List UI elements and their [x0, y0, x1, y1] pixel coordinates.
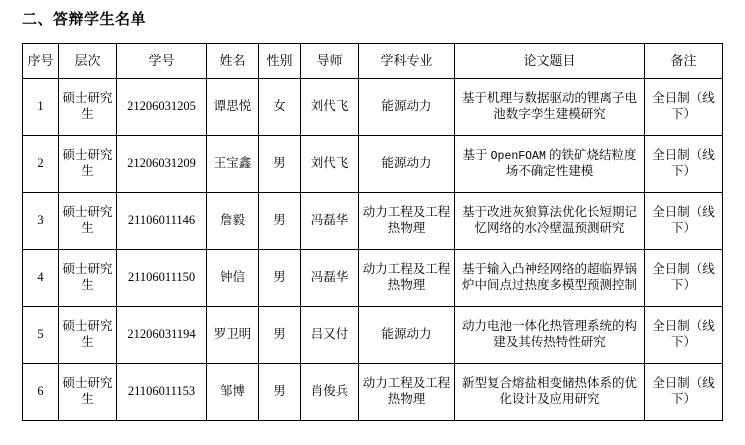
cell-name: 邹博: [207, 364, 259, 421]
column-header-thesis-title: 论文题目: [455, 44, 645, 79]
thesis-text-post: 的铁矿烧结粒度场不确定性建模: [505, 148, 637, 179]
cell-name: 詹毅: [207, 193, 259, 250]
cell-gender: 男: [259, 250, 301, 307]
cell-supervisor: 肖俊兵: [301, 364, 359, 421]
cell-supervisor: 冯磊华: [301, 250, 359, 307]
cell-supervisor: 刘代飞: [301, 79, 359, 136]
cell-thesis-title: 动力电池一体化热管理系统的构建及其传热特性研究: [455, 307, 645, 364]
table-body: [23, 79, 723, 421]
cell-student-id: 21106011146: [117, 193, 207, 250]
section-title: 二、答辩学生名单: [22, 11, 147, 28]
cell-name: 谭思悦: [207, 79, 259, 136]
cell-seq: 4: [23, 250, 59, 307]
cell-seq: 1: [23, 79, 59, 136]
thesis-text-pre: 基于: [462, 148, 491, 162]
cell-remark: 全日制（线下）: [645, 79, 723, 136]
cell-supervisor: 冯磊华: [301, 193, 359, 250]
cell-seq: 2: [23, 136, 59, 193]
column-header-student-id: 学号: [117, 44, 207, 79]
cell-seq: 5: [23, 307, 59, 364]
table-header-row: [23, 44, 723, 79]
cell-level: 硕士研究生: [59, 307, 117, 364]
cell-gender: 男: [259, 307, 301, 364]
cell-remark: 全日制（线下）: [645, 136, 723, 193]
thesis-text-software: OpenFOAM: [490, 150, 546, 163]
cell-level: 硕士研究生: [59, 136, 117, 193]
cell-name: 罗卫明: [207, 307, 259, 364]
cell-remark: 全日制（线下）: [645, 364, 723, 421]
column-header-major: 学科专业: [359, 44, 455, 79]
cell-level: 硕士研究生: [59, 250, 117, 307]
cell-major: 能源动力: [359, 307, 455, 364]
cell-major: 动力工程及工程热物理: [359, 250, 455, 307]
cell-seq: 3: [23, 193, 59, 250]
cell-level: 硕士研究生: [59, 79, 117, 136]
cell-thesis-title: 基于改进灰狼算法优化长短期记忆网络的水冷壁温预测研究: [455, 193, 645, 250]
cell-remark: 全日制（线下）: [645, 193, 723, 250]
cell-level: 硕士研究生: [59, 193, 117, 250]
cell-thesis-title: 基于输入凸神经网络的超临界锅炉中间点过热度多模型预测控制: [455, 250, 645, 307]
cell-name: 钟信: [207, 250, 259, 307]
column-header-gender: 性别: [259, 44, 301, 79]
table-row: [23, 79, 723, 136]
cell-supervisor: 刘代飞: [301, 136, 359, 193]
table-row: [23, 307, 723, 364]
cell-gender: 女: [259, 79, 301, 136]
cell-thesis-title: 新型复合熔盐相变储热体系的优化设计及应用研究: [455, 364, 645, 421]
column-header-supervisor: 导师: [301, 44, 359, 79]
cell-remark: 全日制（线下）: [645, 307, 723, 364]
cell-gender: 男: [259, 193, 301, 250]
roster-table: [22, 43, 723, 421]
cell-major: 能源动力: [359, 136, 455, 193]
table-row: [23, 193, 723, 250]
cell-name: 王宝鑫: [207, 136, 259, 193]
cell-level: 硕士研究生: [59, 364, 117, 421]
cell-student-id: 21206031209: [117, 136, 207, 193]
column-header-name: 姓名: [207, 44, 259, 79]
column-header-remark: 备注: [645, 44, 723, 79]
cell-student-id: 21106011150: [117, 250, 207, 307]
cell-remark: 全日制（线下）: [645, 250, 723, 307]
cell-supervisor: 吕又付: [301, 307, 359, 364]
cell-student-id: 21106011153: [117, 364, 207, 421]
cell-gender: 男: [259, 364, 301, 421]
cell-gender: 男: [259, 136, 301, 193]
cell-major: 动力工程及工程热物理: [359, 364, 455, 421]
cell-major: 动力工程及工程热物理: [359, 193, 455, 250]
column-header-seq: 序号: [23, 44, 59, 79]
cell-student-id: 21206031205: [117, 79, 207, 136]
cell-thesis-title: 基于机理与数据驱动的锂离子电池数字孪生建模研究: [455, 79, 645, 136]
table-row: [23, 364, 723, 421]
cell-thesis-title: [455, 136, 645, 193]
roster-table-container: [22, 43, 722, 421]
cell-major: 能源动力: [359, 79, 455, 136]
column-header-level: 层次: [59, 44, 117, 79]
table-row: [23, 250, 723, 307]
cell-student-id: 21206031194: [117, 307, 207, 364]
cell-seq: 6: [23, 364, 59, 421]
table-row: [23, 136, 723, 193]
